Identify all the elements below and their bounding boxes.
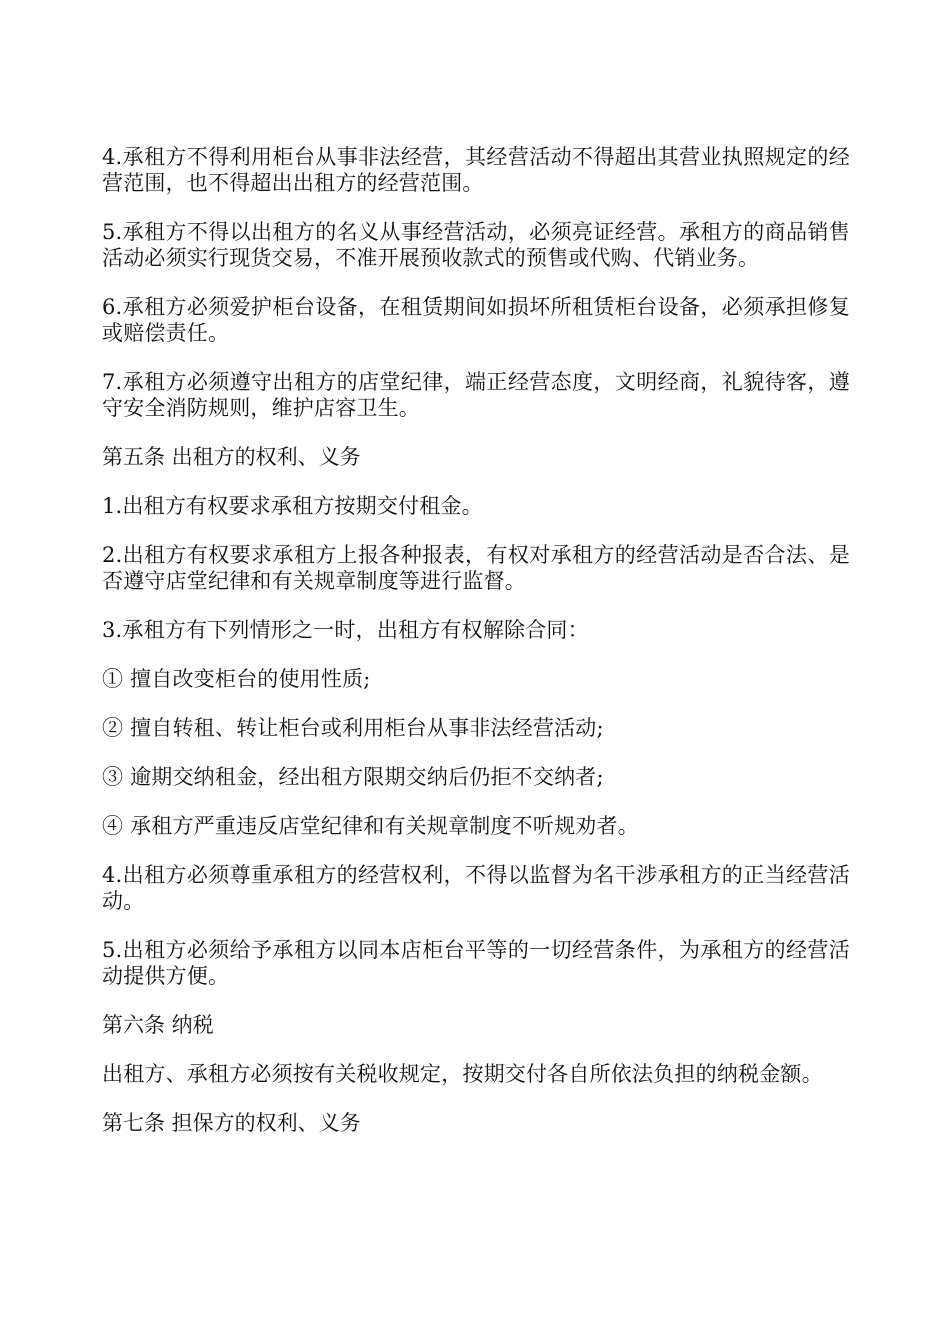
- clause-4-1-7: 7.承租方必须遵守出租方的店堂纪律，端正经营态度，文明经商，礼貌待客，遵守安全消防规则，维护店容卫生。: [102, 370, 850, 420]
- clause-4-1-4: 4.承租方不得利用柜台从事非法经营，其经营活动不得超出其营业执照规定的经营范围，也不得超出出租方的经营范围。: [102, 145, 850, 195]
- article-5-heading: 第五条 出租方的权利、义务: [102, 445, 361, 469]
- clause-5-5: 5.出租方必须给予承租方以同本店柜台平等的一切经营条件，为承租方的经营活动提供方便。: [102, 938, 850, 988]
- clause-4-1-5: 5.承租方不得以出租方的名义从事经营活动，必须亮证经营。承租方的商品销售活动必须实行现货交易，不准开展预收款式的预售或代购、代销业务。: [102, 220, 850, 270]
- clause-5-3-item-4: ④ 承租方严重违反店堂纪律和有关规章制度不听规劝者。: [102, 814, 639, 838]
- clause-5-1: 1.出租方有权要求承租方按期交付租金。: [102, 494, 483, 518]
- article-6-heading: 第六条 纳税: [102, 1013, 214, 1037]
- clause-5-4: 4.出租方必须尊重承租方的经营权利，不得以监督为名干涉承租方的正当经营活动。: [102, 863, 850, 913]
- document-page: [102, 144, 850, 1159]
- clause-6-body: 出租方、承租方必须按有关税收规定，按期交付各自所依法负担的纳税金额。: [102, 1062, 823, 1086]
- clause-4-1-6: 6.承租方必须爱护柜台设备，在租赁期间如损坏所租赁柜台设备，必须承担修复或赔偿责任。: [102, 295, 850, 345]
- article-7-heading: 第七条 担保方的权利、义务: [102, 1111, 361, 1135]
- clause-5-3-item-2: ② 擅自转租、转让柜台或利用柜台从事非法经营活动;: [102, 716, 604, 740]
- clause-5-3: 3.承租方有下列情形之一时，出租方有权解除合同：: [102, 618, 589, 642]
- clause-5-3-item-3: ③ 逾期交纳租金，经出租方限期交纳后仍拒不交纳者;: [102, 765, 604, 789]
- clause-5-3-item-1: ① 擅自改变柜台的使用性质;: [102, 667, 371, 691]
- clause-5-2: 2.出租方有权要求承租方上报各种报表，有权对承租方的经营活动是否合法、是否遵守店堂纪律和有关规章制度等进行监督。: [102, 543, 850, 593]
